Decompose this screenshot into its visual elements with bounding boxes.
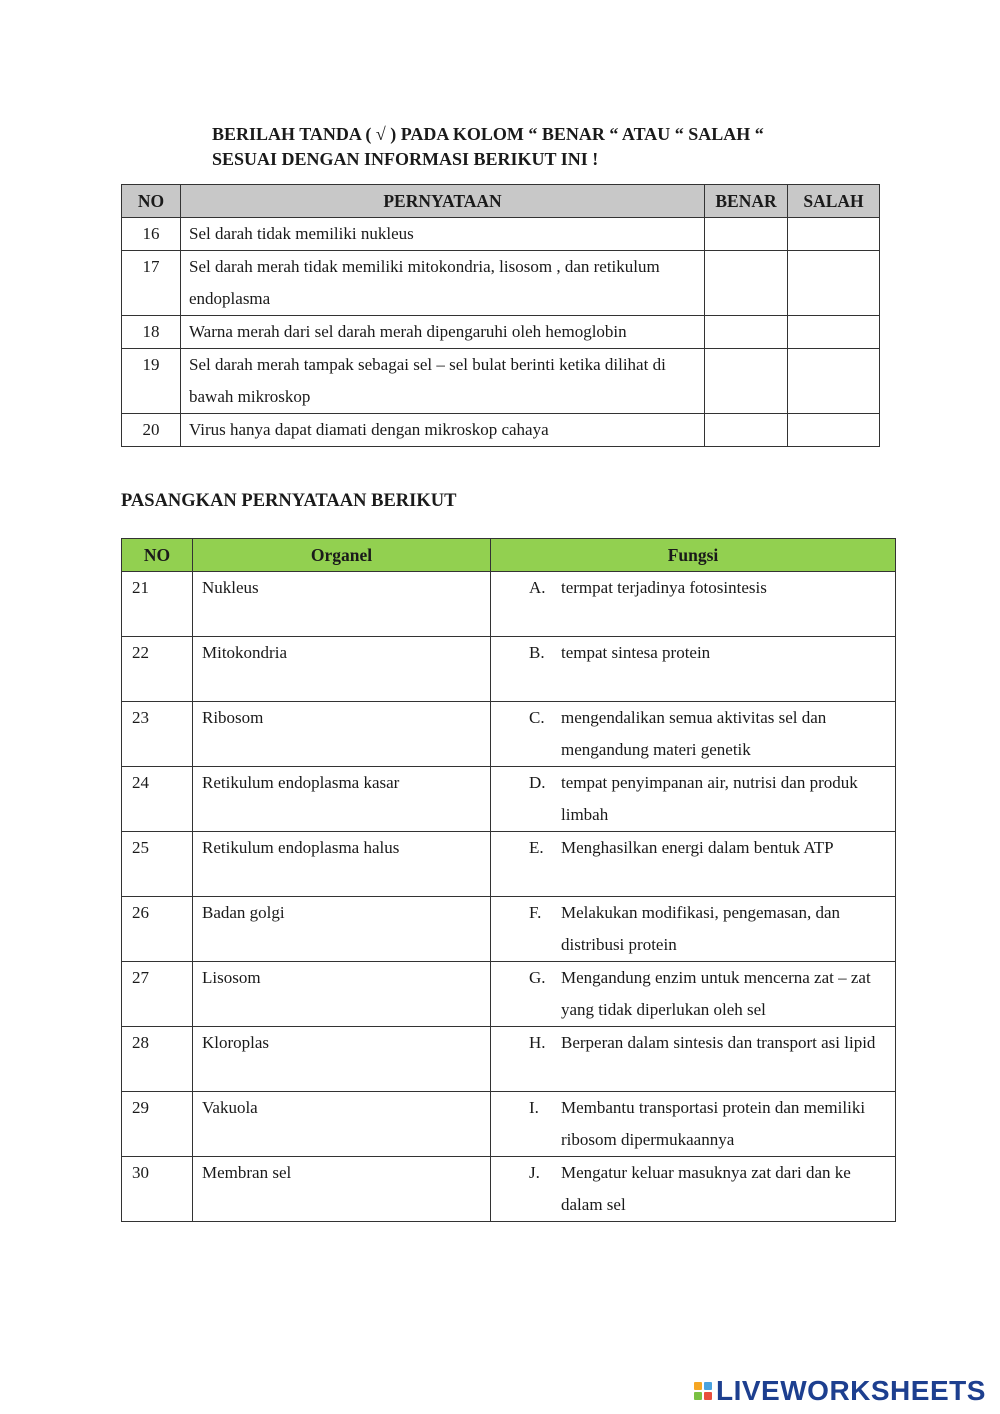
- liveworksheets-logo-icon: [694, 1382, 712, 1400]
- row-number: 20: [122, 414, 181, 447]
- table-row: [122, 767, 896, 832]
- section-title: PASANGKAN PERNYATAAN BERIKUT: [121, 491, 457, 511]
- salah-checkbox-cell[interactable]: [788, 349, 880, 414]
- fungsi-cell: [491, 832, 896, 897]
- organel-name: Retikulum endoplasma halus: [193, 832, 491, 897]
- fungsi-letter: J.: [529, 1163, 540, 1182]
- fungsi-letter: B.: [529, 643, 545, 662]
- header-no: NO: [122, 185, 181, 218]
- organel-name: Mitokondria: [193, 637, 491, 702]
- instruction-heading: [212, 122, 912, 172]
- table-row: [122, 414, 880, 447]
- table-row: [122, 1092, 896, 1157]
- liveworksheets-logo: [694, 1376, 986, 1406]
- row-number: 25: [122, 832, 193, 897]
- table-row: [122, 637, 896, 702]
- fungsi-cell: [491, 1092, 896, 1157]
- fungsi-letter: C.: [529, 708, 545, 727]
- organel-name: Ribosom: [193, 702, 491, 767]
- organel-name: Lisosom: [193, 962, 491, 1027]
- row-number: 27: [122, 962, 193, 1027]
- table-row: [122, 316, 880, 349]
- fungsi-text: Menghasilkan energi dalam bentuk ATP: [561, 838, 834, 857]
- true-false-table: [121, 184, 880, 447]
- fungsi-cell: [491, 637, 896, 702]
- header-true: BENAR: [705, 185, 788, 218]
- row-number: 23: [122, 702, 193, 767]
- fungsi-cell: [491, 1157, 896, 1222]
- fungsi-cell: [491, 897, 896, 962]
- salah-checkbox-cell[interactable]: [788, 316, 880, 349]
- table-row: [122, 832, 896, 897]
- benar-checkbox-cell[interactable]: [705, 349, 788, 414]
- fungsi-cell: [491, 1027, 896, 1092]
- fungsi-cell: [491, 572, 896, 637]
- statement-text: Sel darah merah tidak memiliki mitokondria, lisosom , dan retikulum endoplasma: [181, 251, 705, 316]
- salah-checkbox-cell[interactable]: [788, 251, 880, 316]
- header-organel: Organel: [193, 539, 491, 572]
- fungsi-letter: A.: [529, 578, 546, 597]
- table-row: [122, 962, 896, 1027]
- matching-table: [121, 538, 896, 1222]
- benar-checkbox-cell[interactable]: [705, 316, 788, 349]
- row-number: 21: [122, 572, 193, 637]
- statement-text: Warna merah dari sel darah merah dipengaruhi oleh hemoglobin: [181, 316, 705, 349]
- organel-name: Vakuola: [193, 1092, 491, 1157]
- fungsi-cell: [491, 962, 896, 1027]
- fungsi-letter: D.: [529, 773, 546, 792]
- organel-name: Kloroplas: [193, 1027, 491, 1092]
- row-number: 18: [122, 316, 181, 349]
- row-number: 28: [122, 1027, 193, 1092]
- table-row: [122, 897, 896, 962]
- organel-name: Nukleus: [193, 572, 491, 637]
- fungsi-text: Mengatur keluar masuknya zat dari dan ke dalam sel: [561, 1163, 851, 1214]
- row-number: 16: [122, 218, 181, 251]
- row-number: 17: [122, 251, 181, 316]
- fungsi-cell: [491, 702, 896, 767]
- row-number: 24: [122, 767, 193, 832]
- row-number: 22: [122, 637, 193, 702]
- fungsi-text: Membantu transportasi protein dan memiliki ribosom dipermukaannya: [561, 1098, 866, 1149]
- fungsi-text: Mengandung enzim untuk mencerna zat – zat yang tidak diperlukan oleh sel: [561, 968, 871, 1019]
- header-fungsi: Fungsi: [491, 539, 896, 572]
- row-number: 29: [122, 1092, 193, 1157]
- organel-name: Membran sel: [193, 1157, 491, 1222]
- row-number: 19: [122, 349, 181, 414]
- fungsi-cell: [491, 767, 896, 832]
- statement-text: Sel darah merah tampak sebagai sel – sel bulat berinti ketika dilihat di bawah mikroskop: [181, 349, 705, 414]
- fungsi-letter: F.: [529, 903, 542, 922]
- fungsi-letter: G.: [529, 968, 546, 987]
- fungsi-text: Melakukan modifikasi, pengemasan, dan distribusi protein: [561, 903, 841, 954]
- salah-checkbox-cell[interactable]: [788, 414, 880, 447]
- header-false: SALAH: [788, 185, 880, 218]
- table-row: [122, 572, 896, 637]
- instruction-line-2: SESUAI DENGAN INFORMASI BERIKUT INI !: [212, 149, 599, 169]
- benar-checkbox-cell[interactable]: [705, 414, 788, 447]
- header-no: NO: [122, 539, 193, 572]
- fungsi-text: Berperan dalam sintesis dan transport asi lipid: [561, 1033, 876, 1052]
- organel-name: Retikulum endoplasma kasar: [193, 767, 491, 832]
- table-row: [122, 1027, 896, 1092]
- row-number: 30: [122, 1157, 193, 1222]
- row-number: 26: [122, 897, 193, 962]
- fungsi-text: tempat penyimpanan air, nutrisi dan produk limbah: [561, 773, 858, 824]
- benar-checkbox-cell[interactable]: [705, 251, 788, 316]
- fungsi-letter: H.: [529, 1033, 546, 1052]
- logo-text: LIVEWORKSHEETS: [716, 1375, 986, 1406]
- fungsi-letter: E.: [529, 838, 544, 857]
- table-header-row: [122, 539, 896, 572]
- header-statement: PERNYATAAN: [181, 185, 705, 218]
- table-row: [122, 251, 880, 316]
- benar-checkbox-cell[interactable]: [705, 218, 788, 251]
- salah-checkbox-cell[interactable]: [788, 218, 880, 251]
- fungsi-letter: I.: [529, 1098, 539, 1117]
- table-row: [122, 1157, 896, 1222]
- table-row: [122, 218, 880, 251]
- instruction-line-1: BERILAH TANDA ( √ ) PADA KOLOM “ BENAR “ ATAU “ SALAH “: [212, 124, 764, 144]
- fungsi-text: mengendalikan semua aktivitas sel dan mengandung materi genetik: [561, 708, 827, 759]
- table-row: [122, 702, 896, 767]
- statement-text: Virus hanya dapat diamati dengan mikroskop cahaya: [181, 414, 705, 447]
- fungsi-text: tempat sintesa protein: [561, 643, 711, 662]
- statement-text: Sel darah tidak memiliki nukleus: [181, 218, 705, 251]
- table-row: [122, 349, 880, 414]
- organel-name: Badan golgi: [193, 897, 491, 962]
- table-header-row: [122, 185, 880, 218]
- fungsi-text: termpat terjadinya fotosintesis: [561, 578, 767, 597]
